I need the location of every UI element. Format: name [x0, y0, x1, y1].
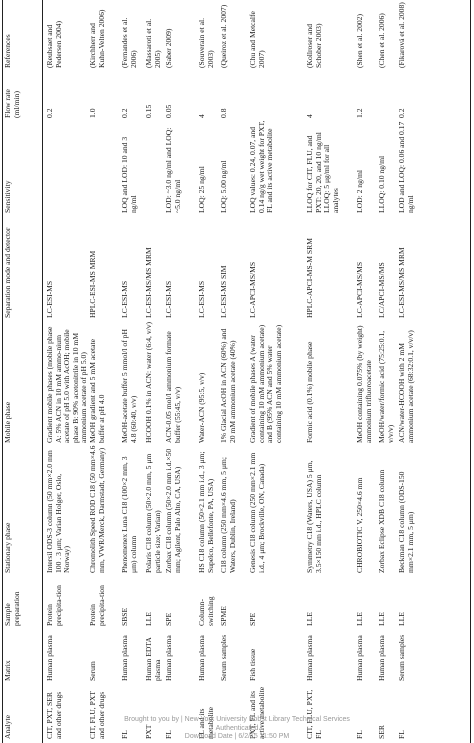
column-header: Sensitivity	[3, 180, 12, 213]
table-cell-prep: SPE	[164, 612, 173, 626]
table-cell-matrix: Human plasma	[377, 635, 386, 681]
table-cell-flow: 0.8	[219, 108, 228, 118]
column-header: Flow rate (ml/min)	[3, 89, 21, 118]
table-cell-prep: LLE	[144, 612, 153, 626]
table-cell-sensitivity: LOD: ~3.0 ng/ml and LOQ: ~5.0 ng/ml	[164, 127, 182, 213]
table-cell-analyte: FL and its metabolite	[197, 706, 215, 739]
table-cell-mode: LC-APCI-MS/MS	[355, 261, 364, 318]
column-header: Mobile phase	[3, 401, 12, 443]
column-header: Sample preparation	[3, 591, 21, 626]
table-cell-matrix: Human EDTA plasma	[144, 637, 162, 681]
table-cell-mobile: HCOOH 0.1% in ACN: water (6:4, v/v)	[144, 321, 153, 443]
table-cell-matrix: Human plasma	[305, 635, 314, 681]
table-cell-mode: LC-ESI-MS	[120, 280, 129, 318]
table-cell-matrix: Human plasma	[45, 635, 54, 681]
table-cell-stationary: Phenomenex Luna C18 (100×2 mm, 3 μm) column	[120, 456, 138, 573]
table-cell-flow: 1.2	[355, 108, 364, 118]
table-cell-mode: LC-ESI-MS/MS MRM	[397, 247, 406, 318]
table-cell-prep: SPME	[219, 606, 228, 626]
table-cell-analyte: FL	[164, 730, 173, 739]
table-cell-refs: (Queiroz et al. 2007)	[219, 4, 228, 68]
table-cell-matrix: Human plasma	[355, 635, 364, 681]
table-cell-refs: (Shen et al. 2002)	[355, 14, 364, 68]
table-cell-matrix: Serum	[88, 661, 97, 681]
footer-line-2: Authenticated	[215, 725, 259, 732]
table-cell-matrix: Serum samples	[397, 634, 406, 681]
table-cell-refs: (Souverain et al. 2003)	[197, 18, 215, 68]
table-cell-mobile: MeOH containing 0.075% (by weight) ammonium trifluoroacetate	[355, 325, 373, 443]
table-cell-sensitivity: LOQ: 25 ng/ml	[197, 166, 206, 213]
table-header	[0, 0, 44, 743]
table-header-rule	[42, 0, 43, 743]
table-cell-mobile: MeOH-acetate buffer 5 mmol/l of pH 4.8 (60:40, v/v)	[120, 329, 138, 443]
table-cell-matrix: Serum samples	[219, 634, 228, 681]
table-cell-analyte: CIT, FLU, PXT, FL	[305, 689, 323, 739]
table-cell-stationary: CHROBIOTIC V, 250×4.6 mm	[355, 477, 364, 573]
table-cell-analyte: CIT, FLU, PXT and other drugs	[88, 691, 106, 739]
table-cell-flow: 0.15	[144, 104, 153, 118]
table-cell-mode: LC-ESI-MS	[197, 280, 206, 318]
table-cell-mode: LC-APCI-MS/MS	[248, 261, 257, 318]
table-cell-mode: HPLC-APCI-MS-M SRM	[305, 238, 314, 318]
table-cell-refs: (Saber 2009)	[164, 28, 173, 68]
table-cell-refs: (Kollroser and Schober 2003)	[305, 23, 323, 68]
table-cell-mobile: Gradient of mobile phases A (water containing 10 mM ammonium acetate) and B (95% ACN and 5% water containing 10 mM ammonium acetate)	[248, 324, 283, 443]
table-cell-mobile: Formic acid (0.1%) mobile phase	[305, 341, 314, 443]
table-cell-mode: HPLC-ESI-MS MRM	[88, 250, 97, 318]
table-cell-prep: SBSE	[120, 607, 129, 626]
table-cell-flow: 0.2	[397, 108, 406, 118]
table-cell-mode: LC-ESI-MS	[45, 280, 54, 318]
table-cell-flow: 1.0	[88, 108, 97, 118]
table-cell-sensitivity: LOQ values: 0.24, 0.07, and 0.14 ng/g wet weight for PXT, FL and its active metabolite	[248, 120, 275, 213]
table-cell-refs: (Kirchherr and Kuhn-Velten 2006)	[88, 9, 106, 68]
footer-line-3: Download Date | 6/2/15 11:50 PM	[184, 733, 290, 740]
table-cell-prep: SPE	[248, 612, 257, 626]
table-cell-refs: (Fikarová et al. 2008)	[397, 2, 406, 68]
table-cell-flow: 4	[305, 114, 314, 118]
table-cell-mobile: MeOH gradient and 5 mM acetate buffer at pH 4.0	[88, 339, 106, 443]
table-cell-stationary: Zorbax Eclipse XDB C18 column	[377, 469, 386, 573]
column-header: Separation mode and detector	[3, 227, 12, 318]
table-cell-sensitivity: LOQ and LOD: 10 and 3 ng/ml	[120, 136, 138, 213]
table-cell-analyte: PXT, FL and its active metabolite	[248, 686, 266, 739]
table-cell-analyte: SER	[377, 725, 386, 739]
table-cell-sensitivity: LOQ: 5.00 ng/ml	[219, 160, 228, 213]
table-cell-sensitivity: LLOQ: 0.10 ng/ml	[377, 155, 386, 213]
table-cell-mode: LC-ESI-MS/MS MRM	[144, 247, 153, 318]
table-cell-stationary: Intersil ODS-3 column (50 mm×2.0 mm 100 . 3 μm; Varian Holger, Oslo, Norway)	[45, 450, 72, 573]
table-cell-mobile: Water-ACN (95:5, v/v)	[197, 372, 206, 443]
table-cell-matrix: Human plasma	[197, 635, 206, 681]
table-cell-matrix: Fish tissue	[248, 648, 257, 681]
table-cell-mobile: MeOH/water/formic acid (75:25:0.1, v/v/v)	[377, 330, 395, 443]
table-cell-prep: Protein precipita-tion	[88, 585, 106, 626]
table-cell-sensitivity: LLOQ for CIT, FLU, and PXT: 20, 20, and 10 ng/ml LLOQ: 5 μg/ml for all analytes	[305, 132, 340, 213]
table-cell-matrix: Human plasma	[164, 635, 173, 681]
table-cell-stationary: Zorbax C18 column (50×2.0 mm i.d.×50 mm; Agilent, Palo Alto, CA, USA)	[164, 448, 182, 573]
column-header: Analyte	[3, 714, 12, 739]
table-cell-refs: (Reubsaet and Pedersen 2004)	[45, 20, 63, 68]
table-cell-flow: 4	[197, 114, 206, 118]
table-cell-prep: LLE	[355, 612, 364, 626]
table-cell-prep: Column-switching	[197, 596, 215, 626]
table-cell-stationary: Symmetry C18 (Waters, USA) 5 μm, 3.5×150 mm i.d., HPLC column	[305, 460, 323, 573]
table-cell-sensitivity: LOD: 2 ng/ml	[355, 169, 364, 213]
table-cell-stationary: Beckman C18 column (ODS-150 mm×2.1 mm, 5 μm)	[397, 471, 415, 573]
table-cell-analyte: CIT, PXT, SER and other drugs	[45, 691, 63, 739]
table-cell-stationary: Genesis C18 column (250 mm×2.1 mm i.d., 4 μm; Brockville, ON, Canada)	[248, 452, 266, 573]
table-cell-mobile: ACN-0.05 mol/l ammonium formate buffer (55:45, v/v)	[164, 331, 182, 443]
table-cell-prep: LLE	[397, 612, 406, 626]
table-cell-prep: LLE	[377, 612, 386, 626]
column-header: References	[3, 34, 12, 68]
table-cell-sensitivity: LOD and LOQ: 0.06 and 0.17 ng/ml	[397, 121, 415, 213]
table-cell-refs: (Fernandes et al. 2006)	[120, 17, 138, 68]
table-cell-flow: 0.2	[120, 108, 129, 118]
table-cell-analyte: PXT	[144, 724, 153, 739]
table-cell-refs: (Massaroti et al. 2005)	[144, 18, 162, 68]
table-cell-matrix: Human plasma	[120, 635, 129, 681]
table-cell-flow: 0.05	[164, 104, 173, 118]
footer-line-1: Brought to you by | New York University Bobst Library Technical Services	[124, 716, 350, 723]
table-cell-mode: LC/APCI-MS/MS	[377, 262, 386, 318]
table-cell-mobile: Gradient mobile phases (mobile phase A: 5% ACN in 10 mM ammo-nium acetate of pH 5.0 with AcOH; mobile phase B: 90% acetonitrile in 10 mM ammonium acetate of pH 5.0)	[45, 326, 89, 443]
column-header: Stationary phase	[3, 522, 12, 573]
table-cell-prep: Protein precipita-tion	[45, 585, 63, 626]
table-cell-mobile: 1% Glacial AcOH in ACN (60%) and 20 mM ammonium acetate (40%)	[219, 328, 237, 443]
table-cell-flow: 0.2	[45, 108, 54, 118]
table-cell-mode: LC-ESI-MS SIM	[219, 265, 228, 318]
table-cell-stationary: HS C18 column (50×2.1 mm i.d., 3 μm; Supelco, Bellefonte, PA, USA)	[197, 451, 215, 573]
table-bottom-rule	[470, 0, 471, 743]
column-header: Matrix	[3, 660, 12, 681]
table-cell-mode: LC-ESI-MS	[164, 280, 173, 318]
table-cell-analyte: FL	[355, 730, 364, 739]
table-cell-analyte: FL	[397, 730, 406, 739]
table-cell-prep: LLE	[305, 612, 314, 626]
table-cell-mobile: ACN/water-HCOOH with 2 mM ammonium acetate (68:32:0.1, v/v/v)	[397, 330, 415, 443]
table-cell-refs: (Chen et al. 2006)	[377, 13, 386, 68]
table-cell-stationary: C18 column (250 mm×4.6 mm, 5 μm; Waters, Dublin, Ireland)	[219, 457, 237, 573]
table-cell-analyte: FL	[120, 730, 129, 739]
table-cell-stationary: Chromolith Speed ROD C18 (50 mm×4.6 mm, VWR/Merck, Darmstadt, Germany)	[88, 445, 106, 573]
table-cell-stationary: Polaris C18 column (50×2.0 mm, 5 μm particle size; Varian)	[144, 453, 162, 573]
table-cell-refs: (Chu and Metcalfe 2007)	[248, 11, 266, 68]
